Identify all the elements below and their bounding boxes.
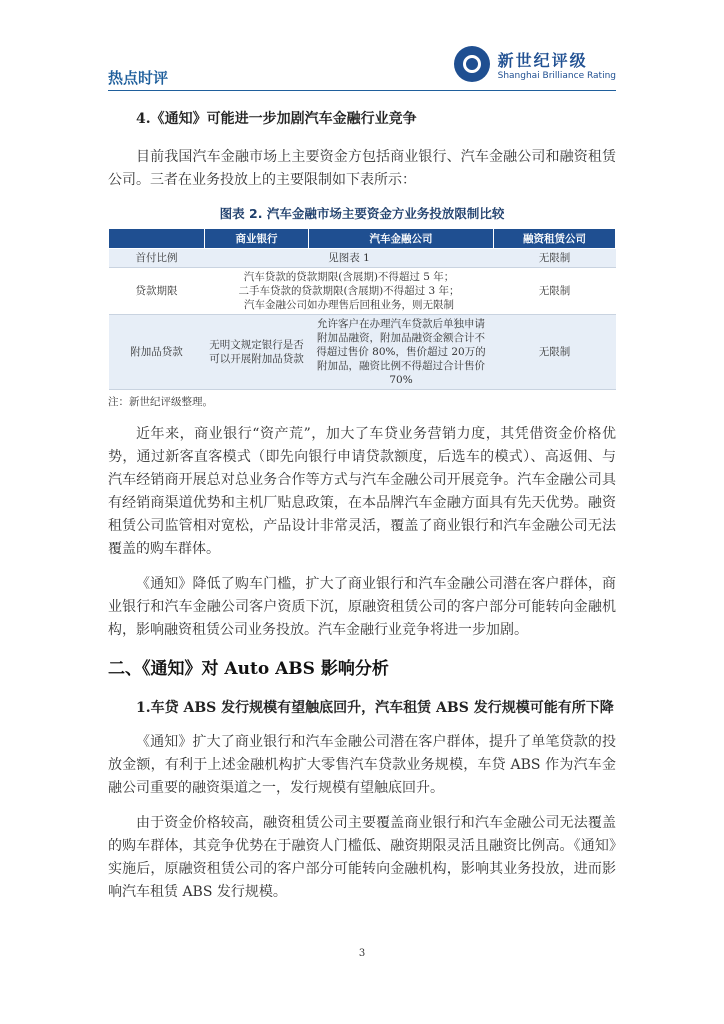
table-header-cell — [109, 229, 205, 249]
table-cell: 无明文规定银行是否可以开展附加品贷款 — [205, 315, 309, 390]
table-header-cell: 汽车金融公司 — [309, 229, 494, 249]
table-row — [109, 315, 616, 390]
cell-line: 汽车贷款的贷款期限(含展期)不得超过 5 年； — [243, 271, 455, 283]
subsection-heading: 1.车贷 ABS 发行规模有望触底回升，汽车租赁 ABS 发行规模可能有所下降 — [136, 700, 614, 716]
logo-chinese-name: 新世纪评级 — [497, 50, 588, 70]
table-cell: 无限制 — [494, 315, 616, 390]
page-header — [108, 40, 616, 88]
table-header-cell: 商业银行 — [205, 229, 309, 249]
table-cell: 允许客户在办理汽车贷款后单独申请附加品融资，附加品融资金额合计不得超过售价 80%，售价超过 20万的附加品，融资比例不得超过合计售价 70% — [309, 315, 494, 390]
page-number: 3 — [358, 948, 366, 959]
table-cell: 无限制 — [494, 268, 616, 315]
paragraph: 《通知》扩大了商业银行和汽车金融公司潜在客户群体，提升了单笔贷款的投放金额，有利于上述金融机构扩大零售汽车贷款业务规模，车贷 ABS 作为汽车金融公司重要的融资渠道之一，发行规模有望触底回升。 — [108, 734, 616, 796]
section-tag: 热点时评 — [108, 69, 169, 87]
section-heading: 二、《通知》对 Auto ABS 影响分析 — [108, 659, 389, 679]
row-label: 首付比例 — [109, 249, 205, 268]
logo-english-name: Shanghai Brilliance Rating — [497, 70, 616, 81]
table-row — [109, 249, 616, 268]
table-cell — [205, 268, 494, 315]
table-cell: 见图表 1 — [205, 249, 494, 268]
table-row — [109, 268, 616, 315]
table-note: 注：新世纪评级整理。 — [108, 396, 213, 408]
paragraph: 目前我国汽车金融市场上主要资金方包括商业银行、汽车金融公司和融资租赁公司。三者在业务投放上的主要限制如下表所示： — [108, 149, 616, 188]
cell-line: 汽车金融公司如办理售后回租业务，则无限制 — [244, 299, 454, 311]
cell-line: 二手车贷款的贷款期限(含展期)不得超过 3 年； — [238, 285, 460, 297]
table-header-cell: 融资租赁公司 — [494, 229, 616, 249]
table-cell: 无限制 — [494, 249, 616, 268]
page-content — [108, 108, 616, 916]
header-divider — [108, 90, 616, 91]
paragraph: 《通知》降低了购车门槛，扩大了商业银行和汽车金融公司潜在客户群体，商业银行和汽车金融公司客户资质下沉，原融资租赁公司的客户部分可能转向金融机构，影响融资租赁公司业务投放。汽车金融行业竞争将进一步加剧。 — [108, 576, 616, 638]
subsection-heading: 4.《通知》可能进一步加剧汽车金融行业竞争 — [136, 111, 417, 127]
brand-logo — [454, 44, 616, 84]
table-header-row — [109, 229, 616, 249]
paragraph: 近年来，商业银行“资产荒”，加大了车贷业务营销力度，其凭借资金价格优势，通过新客直客模式（即先向银行申请贷款额度，后选车的模式）、高返佣、与汽车经销商开展总对总业务合作等方式与汽车金融公司开展竞争。汽车金融公司具有经销商渠道优势和主机厂贴息政策，在本品牌汽车金融方面具有先天优势。融资租赁公司监管相对宽松，产品设计非常灵活，覆盖了商业银行和汽车金融公司无法覆盖的购车群体。 — [108, 426, 616, 557]
paragraph: 由于资金价格较高，融资租赁公司主要覆盖商业银行和汽车金融公司无法覆盖的购车群体，其竞争优势在于融资人门槛低、融资期限灵活且融资比例高。《通知》实施后，原融资租赁公司的客户部分可能转向金融机构，影响其业务投放，进而影响汽车租赁 ABS 发行规模。 — [108, 815, 616, 900]
row-label: 贷款期限 — [109, 268, 205, 315]
row-label: 附加品贷款 — [109, 315, 205, 390]
comparison-table — [108, 228, 616, 390]
brand-logo-icon — [454, 46, 490, 82]
table-caption: 图表 2. 汽车金融市场主要资金方业务投放限制比较 — [219, 206, 505, 221]
